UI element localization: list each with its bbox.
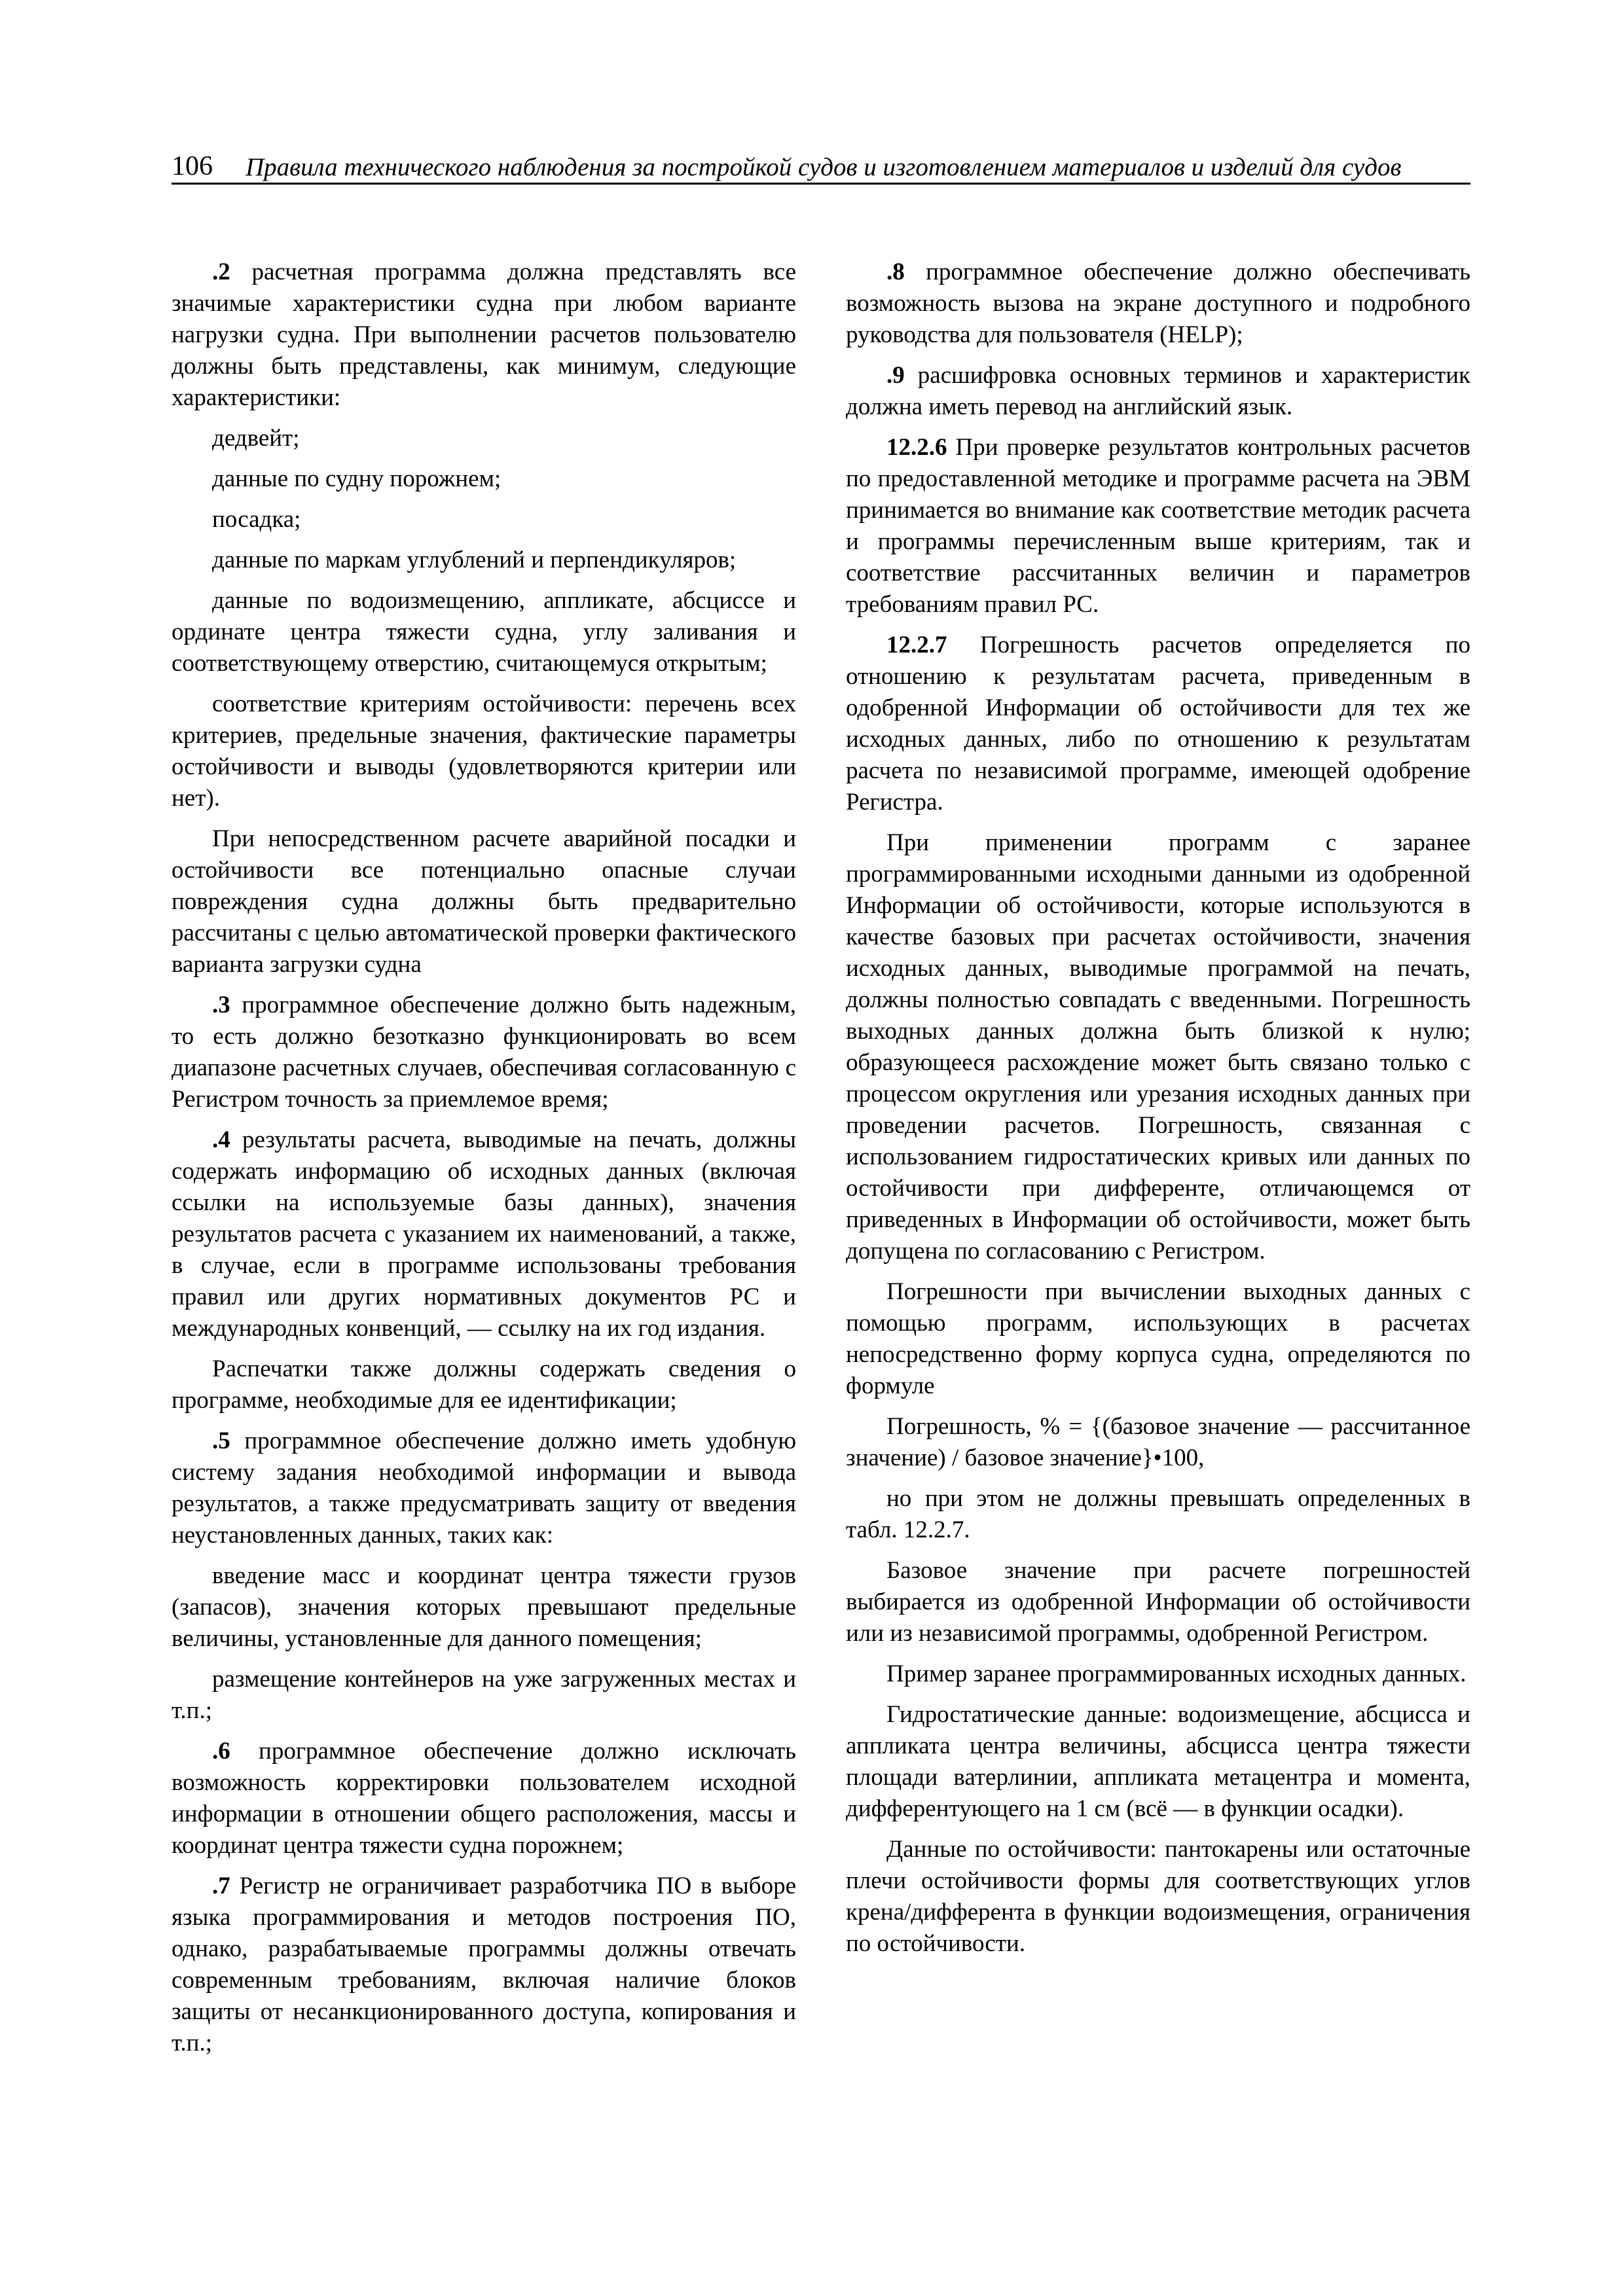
left-column — [172, 257, 796, 2068]
paragraph — [846, 432, 1470, 620]
paragraph-text: При непосредственном расчете аварийной посадки и остойчивости все потенциально опасные случаи повреждения судна должны быть предварительно рассчитаны с целью автоматической проверки фактического варианта загрузки судна — [172, 825, 796, 978]
paragraph-text: Погрешность, % = {(базовое значение — рассчитанное значение) / базовое значение}•100, — [846, 1413, 1470, 1471]
item-number: .4 — [212, 1126, 230, 1153]
paragraph — [172, 1560, 796, 1655]
paragraph-text: программное обеспечение должно быть надежным, то есть должно безотказно функционировать во всем диапазоне расчетных случаев, обеспечивая согласованную с Регистром точность за приемлемое время; — [172, 992, 796, 1113]
paragraph-text: данные по водоизмещению, аппликате, абсциссе и ординате центра тяжести судна, углу заливания и соответствующему отверстию, считающемуся открытым; — [172, 587, 796, 677]
page-number: 106 — [172, 151, 213, 181]
item-number: .6 — [212, 1738, 230, 1765]
paragraph-text: При проверке результатов контрольных расчетов по предоставленной методике и программе расчета на ЭВМ принимается во внимание как соответствие методик расчета и программы перечисленным выше критериям, так и соответствие рассчитанных величин и параметров требованиям правил РС. — [846, 434, 1470, 618]
paragraph — [846, 827, 1470, 1267]
paragraph-text: При применении программ с заранее программированными исходными данными из одобренной Информации об остойчивости, которые используются в качестве базовых при расчетах остойчивости, значения исходных данных, выводимые программой на печать, должны полностью совпадать с введенными. Погрешность выходных данных должна быть близкой к нулю; образующееся расхождение может быть связано только с процессом округления или урезания исходных данных при проведении расчетов. Погрешность, связанная с использованием гидростатических кривых или данных по остойчивости при дифференте, отличающемся от приведенных в Информации об остойчивости, может быть допущена по согласованию с Регистром. — [846, 829, 1470, 1265]
paragraph — [172, 1736, 796, 1861]
item-number: .7 — [212, 1873, 230, 1899]
paragraph-text: Погрешности при вычислении выходных данных с помощью программ, использующих в расчетах непосредственно форму корпуса судна, определяются по формуле — [846, 1278, 1470, 1399]
paragraph-text: введение масс и координат центра тяжести грузов (запасов), значения которых превышают предельные величины, установленные для данного помещения; — [172, 1562, 796, 1652]
paragraph-text: программное обеспечение должно исключать возможность корректировки пользователем исходной информации в отношении общего расположения, массы и координат центра тяжести судна порожнем; — [172, 1738, 796, 1859]
paragraph — [172, 689, 796, 814]
paragraph-text: но при этом не должны превышать определенных в табл. 12.2.7. — [846, 1485, 1470, 1543]
paragraph — [172, 1871, 796, 2059]
paragraph-text: Регистр не ограничивает разработчика ПО в выборе языка программирования и методов построения ПО, однако, разрабатываемые программы должны отвечать современным требованиям, включая наличие блоков защиты от несанкционированного доступа, копирования и т.п.; — [172, 1873, 796, 2056]
item-number: .9 — [886, 362, 905, 389]
paragraph — [172, 823, 796, 980]
paragraph — [846, 257, 1470, 351]
paragraph — [172, 257, 796, 414]
paragraph — [172, 545, 796, 576]
paragraph — [172, 1426, 796, 1551]
paragraph — [172, 1124, 796, 1344]
paragraph — [172, 990, 796, 1115]
item-number: .5 — [212, 1427, 230, 1454]
paragraph-text: посадка; — [212, 506, 301, 533]
paragraph-text: Базовое значение при расчете погрешностей выбирается из одобренной Информации об остойчивости или из независимой программы, одобренной Регистром. — [846, 1557, 1470, 1647]
paragraph-text: Гидростатические данные: водоизмещение, абсцисса и аппликата центра величины, абсцисса центра тяжести площади ватерлинии, аппликата метацентра и момента, дифферентующего на 1 см (всё — в функции осадки). — [846, 1701, 1470, 1822]
paragraph — [172, 463, 796, 495]
paragraph — [846, 1555, 1470, 1649]
paragraph-text: размещение контейнеров на уже загруженных местах и т.п.; — [172, 1666, 796, 1724]
item-number: 12.2.7 — [886, 632, 947, 658]
item-number: 12.2.6 — [886, 434, 947, 461]
paragraph-text: результаты расчета, выводимые на печать, должны содержать информацию об исходных данных (включая ссылки на используемые базы данных), значения результатов расчета с указанием их наименований, а также, в случае, если в программе использованы требования правил или других нормативных документов РС и международных конвенций, — ссылку на их год издания. — [172, 1126, 796, 1342]
paragraph — [172, 1354, 796, 1416]
paragraph-text: программное обеспечение должно обеспечивать возможность вызова на экране доступного и подробного руководства для пользователя (HELP); — [846, 259, 1470, 348]
paragraph — [172, 1664, 796, 1727]
paragraph — [846, 1411, 1470, 1474]
paragraph-text: Пример заранее программированных исходных данных. — [886, 1660, 1467, 1687]
document-page — [172, 141, 1470, 2068]
paragraph-text: расшифровка основных терминов и характеристик должна иметь перевод на английский язык. — [846, 362, 1470, 420]
paragraph — [846, 1659, 1470, 1690]
text-columns — [172, 257, 1470, 2068]
paragraph — [172, 423, 796, 454]
paragraph-text: дедвейт; — [212, 425, 300, 452]
paragraph-text: данные по судну порожнем; — [212, 465, 501, 492]
paragraph-text: расчетная программа должна представлять все значимые характеристики судна при любом варианте нагрузки судна. При выполнении расчетов пользователю должны быть представлены, как минимум, следующие характеристики: — [172, 259, 796, 411]
paragraph — [172, 585, 796, 679]
paragraph — [172, 504, 796, 535]
paragraph-text: Распечатки также должны содержать сведения о программе, необходимые для ее идентификации; — [172, 1355, 796, 1414]
paragraph — [846, 1834, 1470, 1960]
paragraph-text: Данные по остойчивости: пантокарены или остаточные плечи остойчивости формы для соответствующих углов крена/дифферента в функции водоизмещения, ограничения по остойчивости. — [846, 1836, 1470, 1957]
item-number: .8 — [886, 259, 905, 285]
paragraph — [846, 1276, 1470, 1402]
paragraph — [846, 1483, 1470, 1546]
item-number: .2 — [212, 259, 230, 285]
paragraph-text: программное обеспечение должно иметь удобную систему задания необходимой информации и вывода результатов, а также предусматривать защиту от введения неустановленных данных, таких как: — [172, 1427, 796, 1549]
paragraph-text: данные по маркам углублений и перпендикуляров; — [212, 547, 737, 573]
paragraph-text: Погрешность расчетов определяется по отношению к результатам расчета, приведенным в одобренной Информации об остойчивости для тех же исходных данных, либо по отношению к результатам расчета по независимой программе, имеющей одобрение Регистра. — [846, 632, 1470, 816]
running-header — [172, 141, 1470, 185]
running-title: Правила технического наблюдения за постройкой судов и изготовлением материалов и изделий для судов — [246, 153, 1402, 181]
item-number: .3 — [212, 992, 230, 1018]
paragraph — [846, 360, 1470, 423]
paragraph — [846, 1699, 1470, 1825]
right-column — [846, 257, 1470, 2068]
paragraph-text: соответствие критериям остойчивости: перечень всех критериев, предельные значения, фактические параметры остойчивости и выводы (удовлетворяются критерии или нет). — [172, 691, 796, 812]
paragraph — [846, 630, 1470, 818]
